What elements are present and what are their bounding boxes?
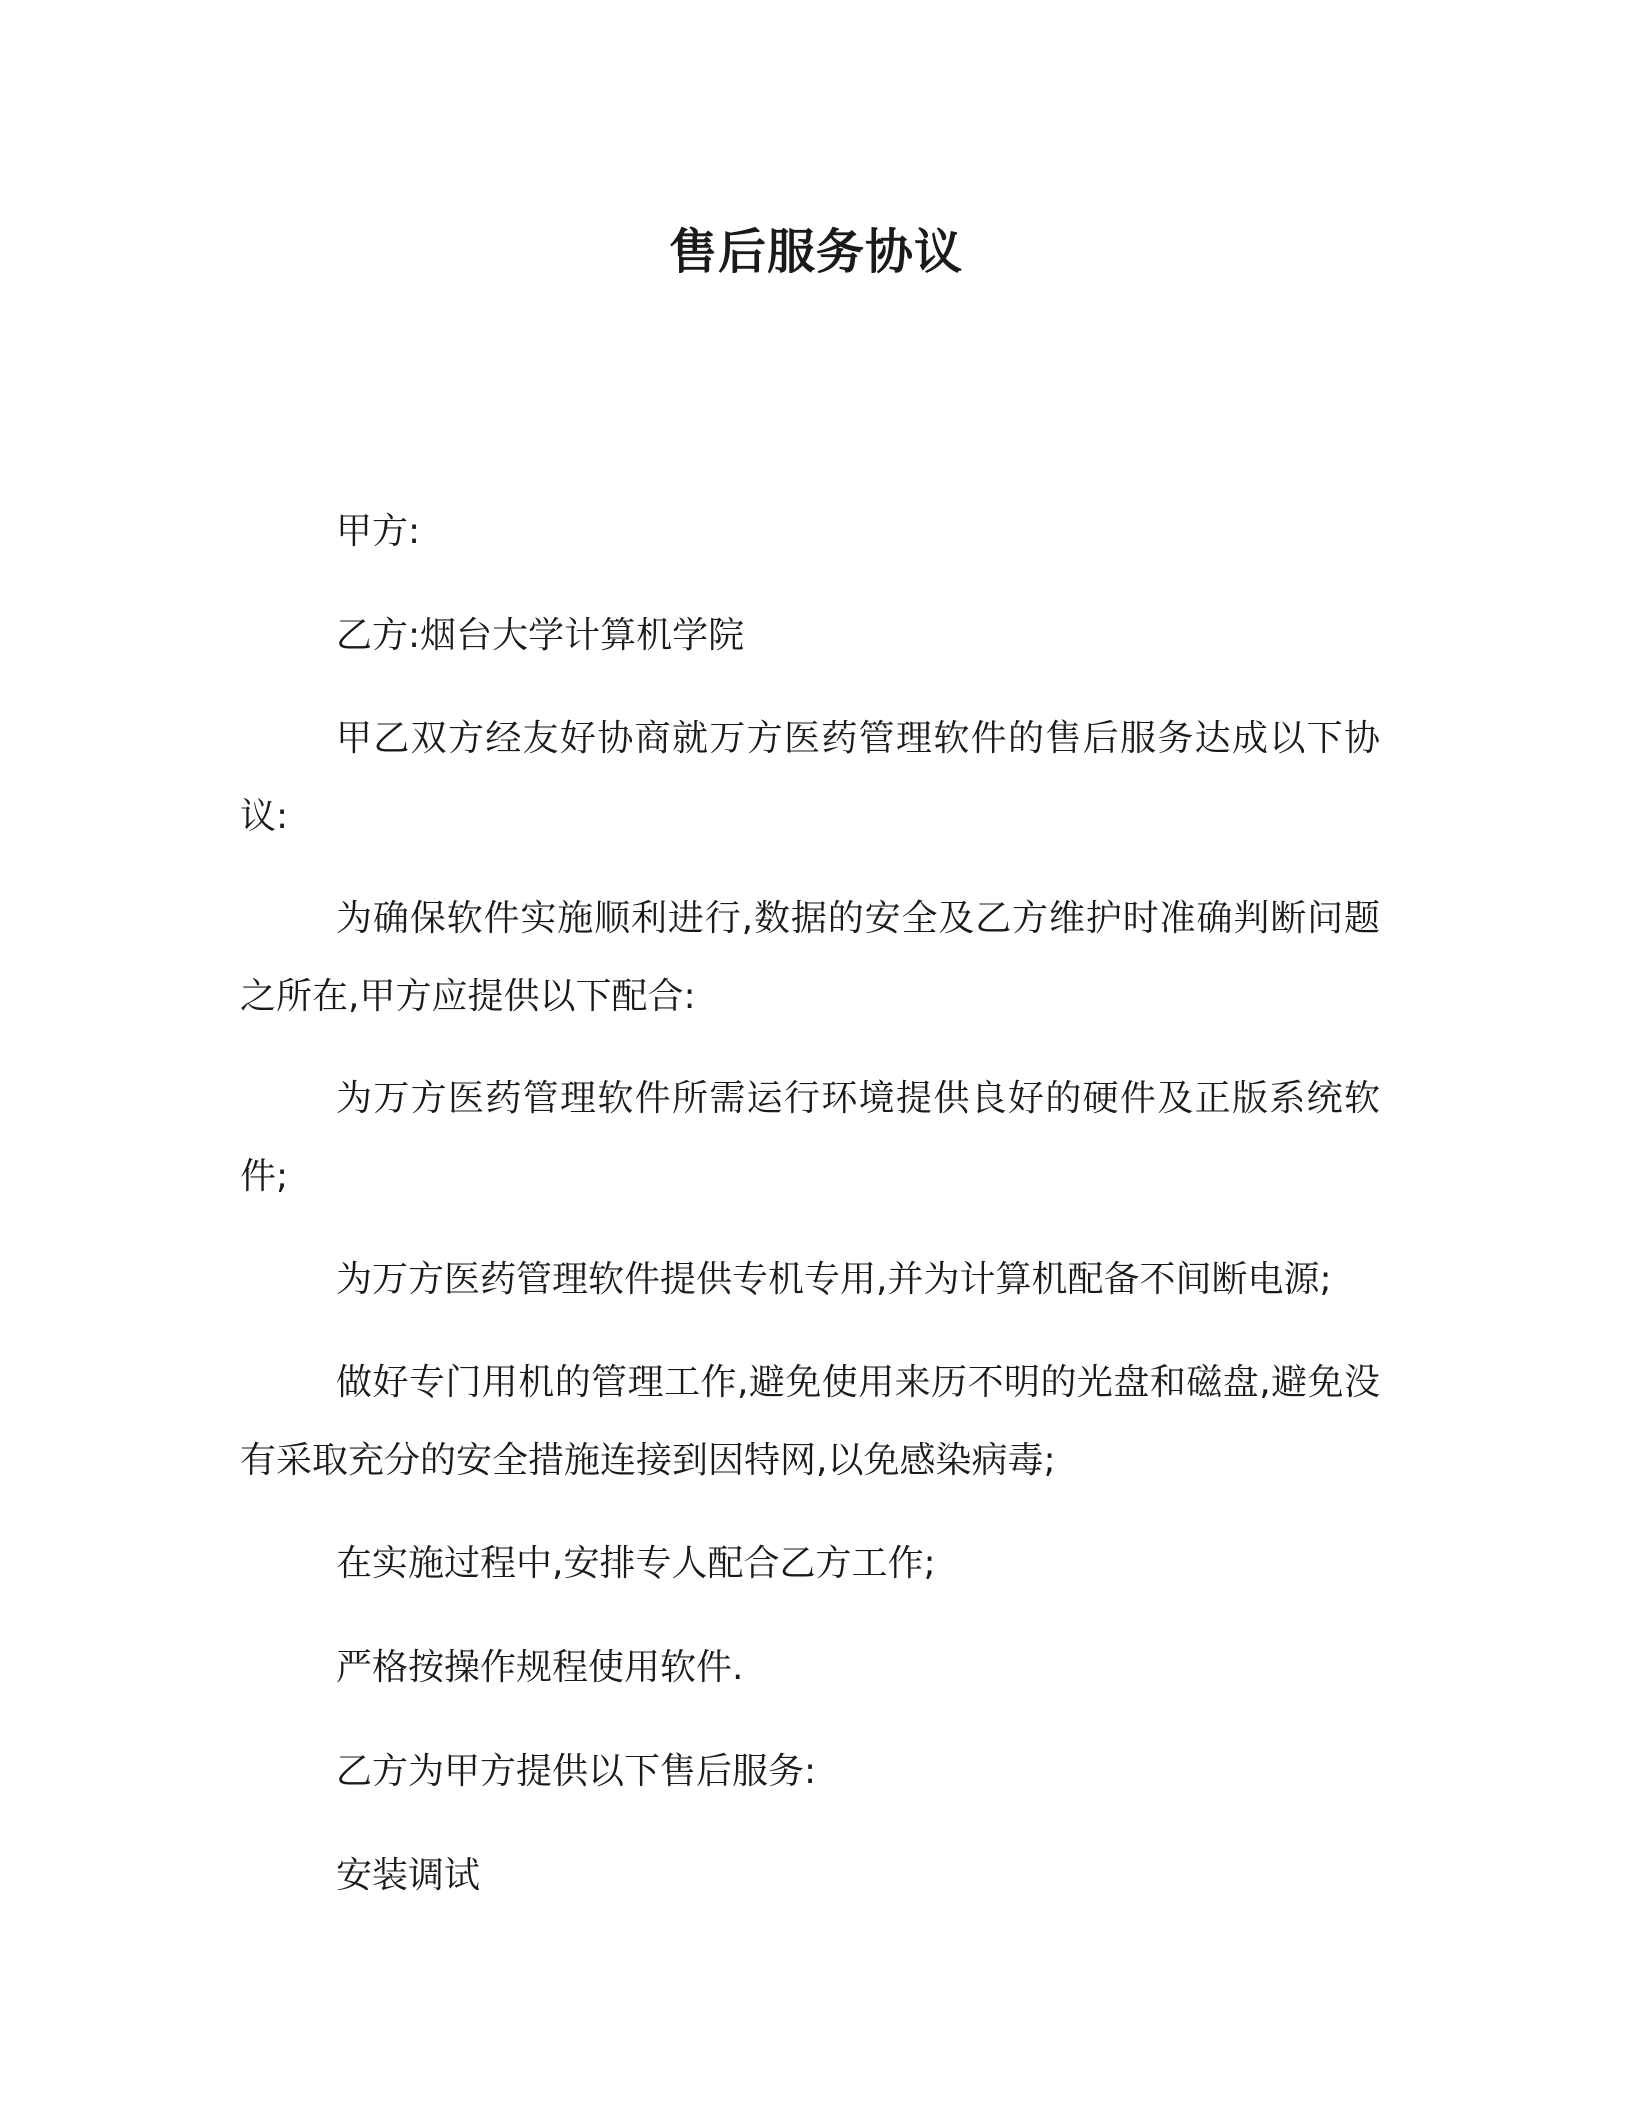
agreement-intro-paragraph: 甲乙双方经友好协商就万方医药管理软件的售后服务达成以下协议: (240, 718, 1380, 837)
operation-rules-paragraph: 严格按操作规程使用软件. (336, 1647, 744, 1688)
document-body (240, 492, 1380, 1940)
cooperation-intro-paragraph: 为确保软件实施顺利进行,数据的安全及乙方维护时准确判断问题之所在,甲方应提供以下配合: (240, 898, 1380, 1017)
after-sales-intro-paragraph: 乙方为甲方提供以下售后服务: (336, 1751, 817, 1792)
document-title: 售后服务协议 (668, 224, 963, 280)
party-a-line: 甲方: (336, 511, 421, 552)
installation-item: 安装调试 (336, 1855, 481, 1896)
hardware-requirement-paragraph: 为万方医药管理软件所需运行环境提供良好的硬件及正版系统软件; (240, 1078, 1380, 1197)
party-b-line: 乙方:烟台大学计算机学院 (336, 615, 745, 656)
machine-management-paragraph: 做好专门用机的管理工作,避免使用来历不明的光盘和磁盘,避免没有采取充分的安全措施连接到因特网,以免感染病毒; (240, 1362, 1380, 1481)
staff-assignment-paragraph: 在实施过程中,安排专人配合乙方工作; (336, 1543, 936, 1584)
dedicated-machine-paragraph: 为万方医药管理软件提供专机专用,并为计算机配备不间断电源; (336, 1259, 1332, 1300)
